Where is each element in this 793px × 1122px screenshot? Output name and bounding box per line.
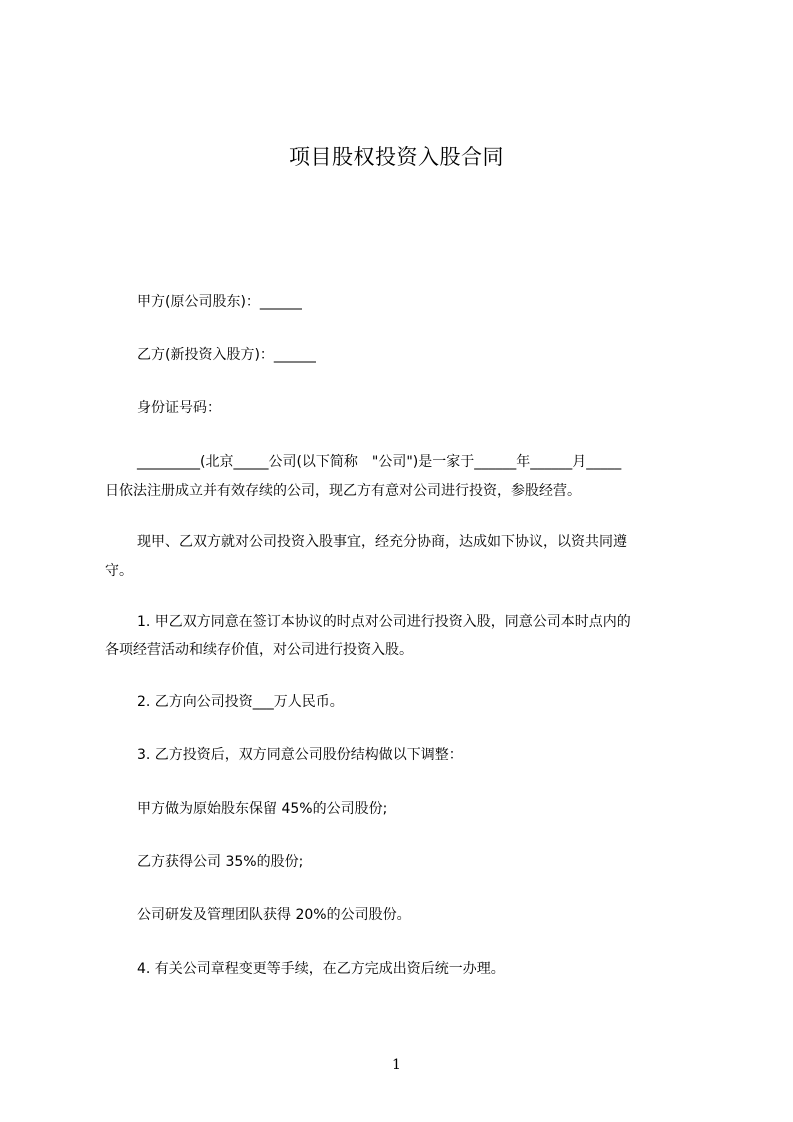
intro-line-2: 日依法注册成立并有效存续的公司，现乙方有意对公司进行投资，参股经营。 (105, 483, 581, 499)
agreement-line-1: 现甲、乙双方就对公司投资入股事宜，经充分协商，达成如下协议，以资共同遵 (137, 534, 627, 550)
document-title: 项目股权投资入股合同 (289, 145, 504, 169)
intro-line-1: _________(北京_____公司(以下简称 "公司")是一家于______年______月_____ (137, 454, 622, 470)
share-party-a: 甲方做为原始股东保留 45%的公司股份; (137, 801, 388, 817)
id-number-line: 身份证号码： (137, 400, 221, 416)
clause-1-line-2: 各项经营活动和续存价值，对公司进行投资入股。 (105, 642, 413, 658)
clause-2: 2. 乙方向公司投资___万人民币。 (137, 694, 344, 710)
agreement-line-2: 守。 (105, 563, 133, 579)
share-party-b: 乙方获得公司 35%的股份; (137, 854, 304, 870)
clause-3: 3. 乙方投资后，双方同意公司股份结构做以下调整： (137, 747, 463, 763)
share-team: 公司研发及管理团队获得 20%的公司股份。 (137, 907, 411, 923)
page-number: 1 (392, 1057, 401, 1073)
party-b-line: 乙方(新投资入股方)：______ (137, 347, 316, 363)
clause-4: 4. 有关公司章程变更等手续，在乙方完成出资后统一办理。 (137, 961, 505, 977)
party-a-line: 甲方(原公司股东)：______ (137, 294, 302, 310)
clause-1-line-1: 1. 甲乙双方同意在签订本协议的时点对公司进行投资入股，同意公司本时点内的 (137, 614, 631, 630)
